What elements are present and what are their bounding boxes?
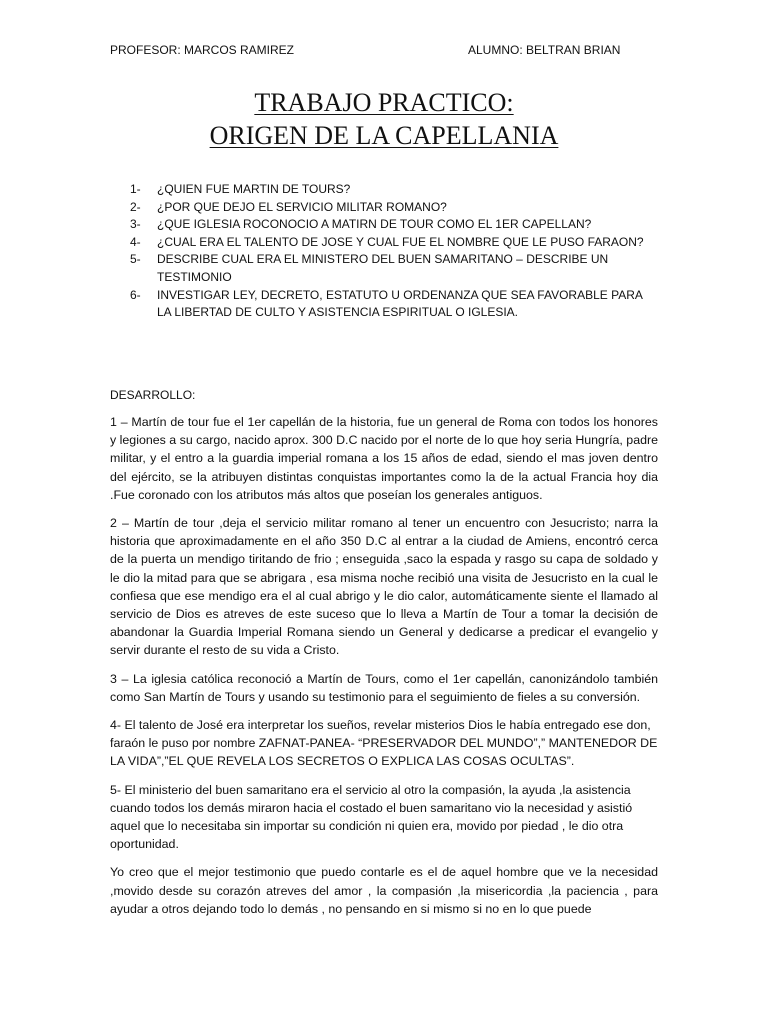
question-text: ¿QUE IGLESIA ROCONOCIO A MATIRN DE TOUR COMO EL 1ER CAPELLAN? — [157, 217, 592, 232]
question-number: 6- — [130, 287, 141, 302]
answer-paragraph-2: 2 – Martín de tour ,deja el servicio militar romano al tener un encuentro con Jesucristo; narra la historia que aproximadamente en el año 350 D.C al entrar a la ciudad de Amiens, encontró cerca de la puerta un mendigo tiritando de frio ; enseguida ,saco la espada y rasgo su capa de soldado y le dio la mitad para que se abrigara , esa misma noche recibió una visita de Jesucristo en la cual le confiesa que ese mendigo era el al cual abrigo y le dio calor, automáticamente siente el llamado al servicio de Dios es atreves de este suceso que lo lleva a Martín de Tour a tomar la decisión de abandonar la Guardia Imperial Romana siendo un General y dedicarse a predicar el evangelio y servir durante el resto de su vida a Cristo. — [110, 516, 658, 658]
question-number: 2- — [130, 199, 141, 214]
question-text: ¿QUIEN FUE MARTIN DE TOURS? — [157, 182, 351, 196]
question-number: 3- — [130, 217, 141, 232]
question-item — [130, 234, 650, 252]
question-number: 1- — [130, 182, 141, 196]
development-body — [110, 413, 658, 928]
question-item — [130, 287, 650, 322]
question-item — [130, 216, 650, 234]
answer-paragraph-5: 5- El ministerio del buen samaritano era el servicio al otro la compasión, la ayuda ,la asistencia cuando todos los demás miraron hacia el costado el buen samaritano vio la necesidad y asistió aquel que lo necesitaba sin importar su condición ni quien era, movido por piedad , le dio otra oportunidad. — [110, 782, 633, 852]
question-item — [130, 199, 650, 217]
question-text: INVESTIGAR LEY, DECRETO, ESTATUTO U ORDENANZA QUE SEA FAVORABLE PARA LA LIBERTAD DE CULTO Y ASISTENCIA ESPIRITUAL O IGLESIA. — [157, 287, 643, 320]
title-line-2: ORIGEN DE LA CAPELLANIA — [209, 121, 559, 150]
question-number: 4- — [130, 234, 141, 249]
question-text: DESCRIBE CUAL ERA EL MINISTERO DEL BUEN SAMARITANO – DESCRIBE UN TESTIMONIO — [157, 252, 609, 284]
question-number: 5- — [130, 252, 141, 267]
questions-list — [130, 181, 650, 322]
professor-name: PROFESOR: MARCOS RAMIREZ — [110, 43, 295, 57]
title-line-1: TRABAJO PRACTICO: — [254, 88, 514, 117]
question-item — [130, 251, 650, 286]
answer-paragraph-1: 1 – Martín de tour fue el 1er capellán de la historia, fue un general de Roma con todos los honores y legiones a su cargo, nacido aprox. 300 D.C nacido por el norte de lo que hoy seria Hungría, padre militar, y el entro a la guardia imperial romana a los 15 años de edad, siendo el mas joven dentro del ejército, se la atribuyen distintas conquistas importantes como la de la actual Francia hoy dia .Fue coronado con los atributos más altos que poseían los generales antiguos. — [110, 415, 658, 502]
question-text: ¿POR QUE DEJO EL SERVICIO MILITAR ROMANO? — [157, 199, 447, 214]
answer-paragraph-4: 4- El talento de José era interpretar los sueños, revelar misterios Dios le había entregado ese don, faraón le puso por nombre ZAFNAT-PANEA- “PRESERVADOR DEL MUNDO”,” MANTENEDOR DE LA VIDA”,”EL QUE REVELA LOS SECRETOS O EXPLICA LAS COSAS OCULTAS”. — [110, 718, 658, 769]
question-item — [130, 181, 650, 199]
testimony-paragraph: Yo creo que el mejor testimonio que puedo contarle es el de aquel hombre que ve la necesidad ,movido desde su corazón atreves del amor , la compasión ,la misericordia ,la paciencia , para ayudar a otros dejando todo lo demás , no pensando en si mismo si no en lo que puede — [110, 865, 658, 916]
development-heading: DESARROLLO: — [110, 388, 196, 402]
answer-paragraph-3: 3 – La iglesia católica reconoció a Martín de Tours, como el 1er capellán, canonizándolo también como San Martín de Tours y usando su testimonio para el seguimiento de fieles a su conversión. — [110, 671, 658, 704]
document-title — [0, 86, 768, 152]
student-name: ALUMNO: BELTRAN BRIAN — [468, 43, 621, 57]
question-text: ¿CUAL ERA EL TALENTO DE JOSE Y CUAL FUE EL NOMBRE QUE LE PUSO FARAON? — [157, 234, 644, 249]
